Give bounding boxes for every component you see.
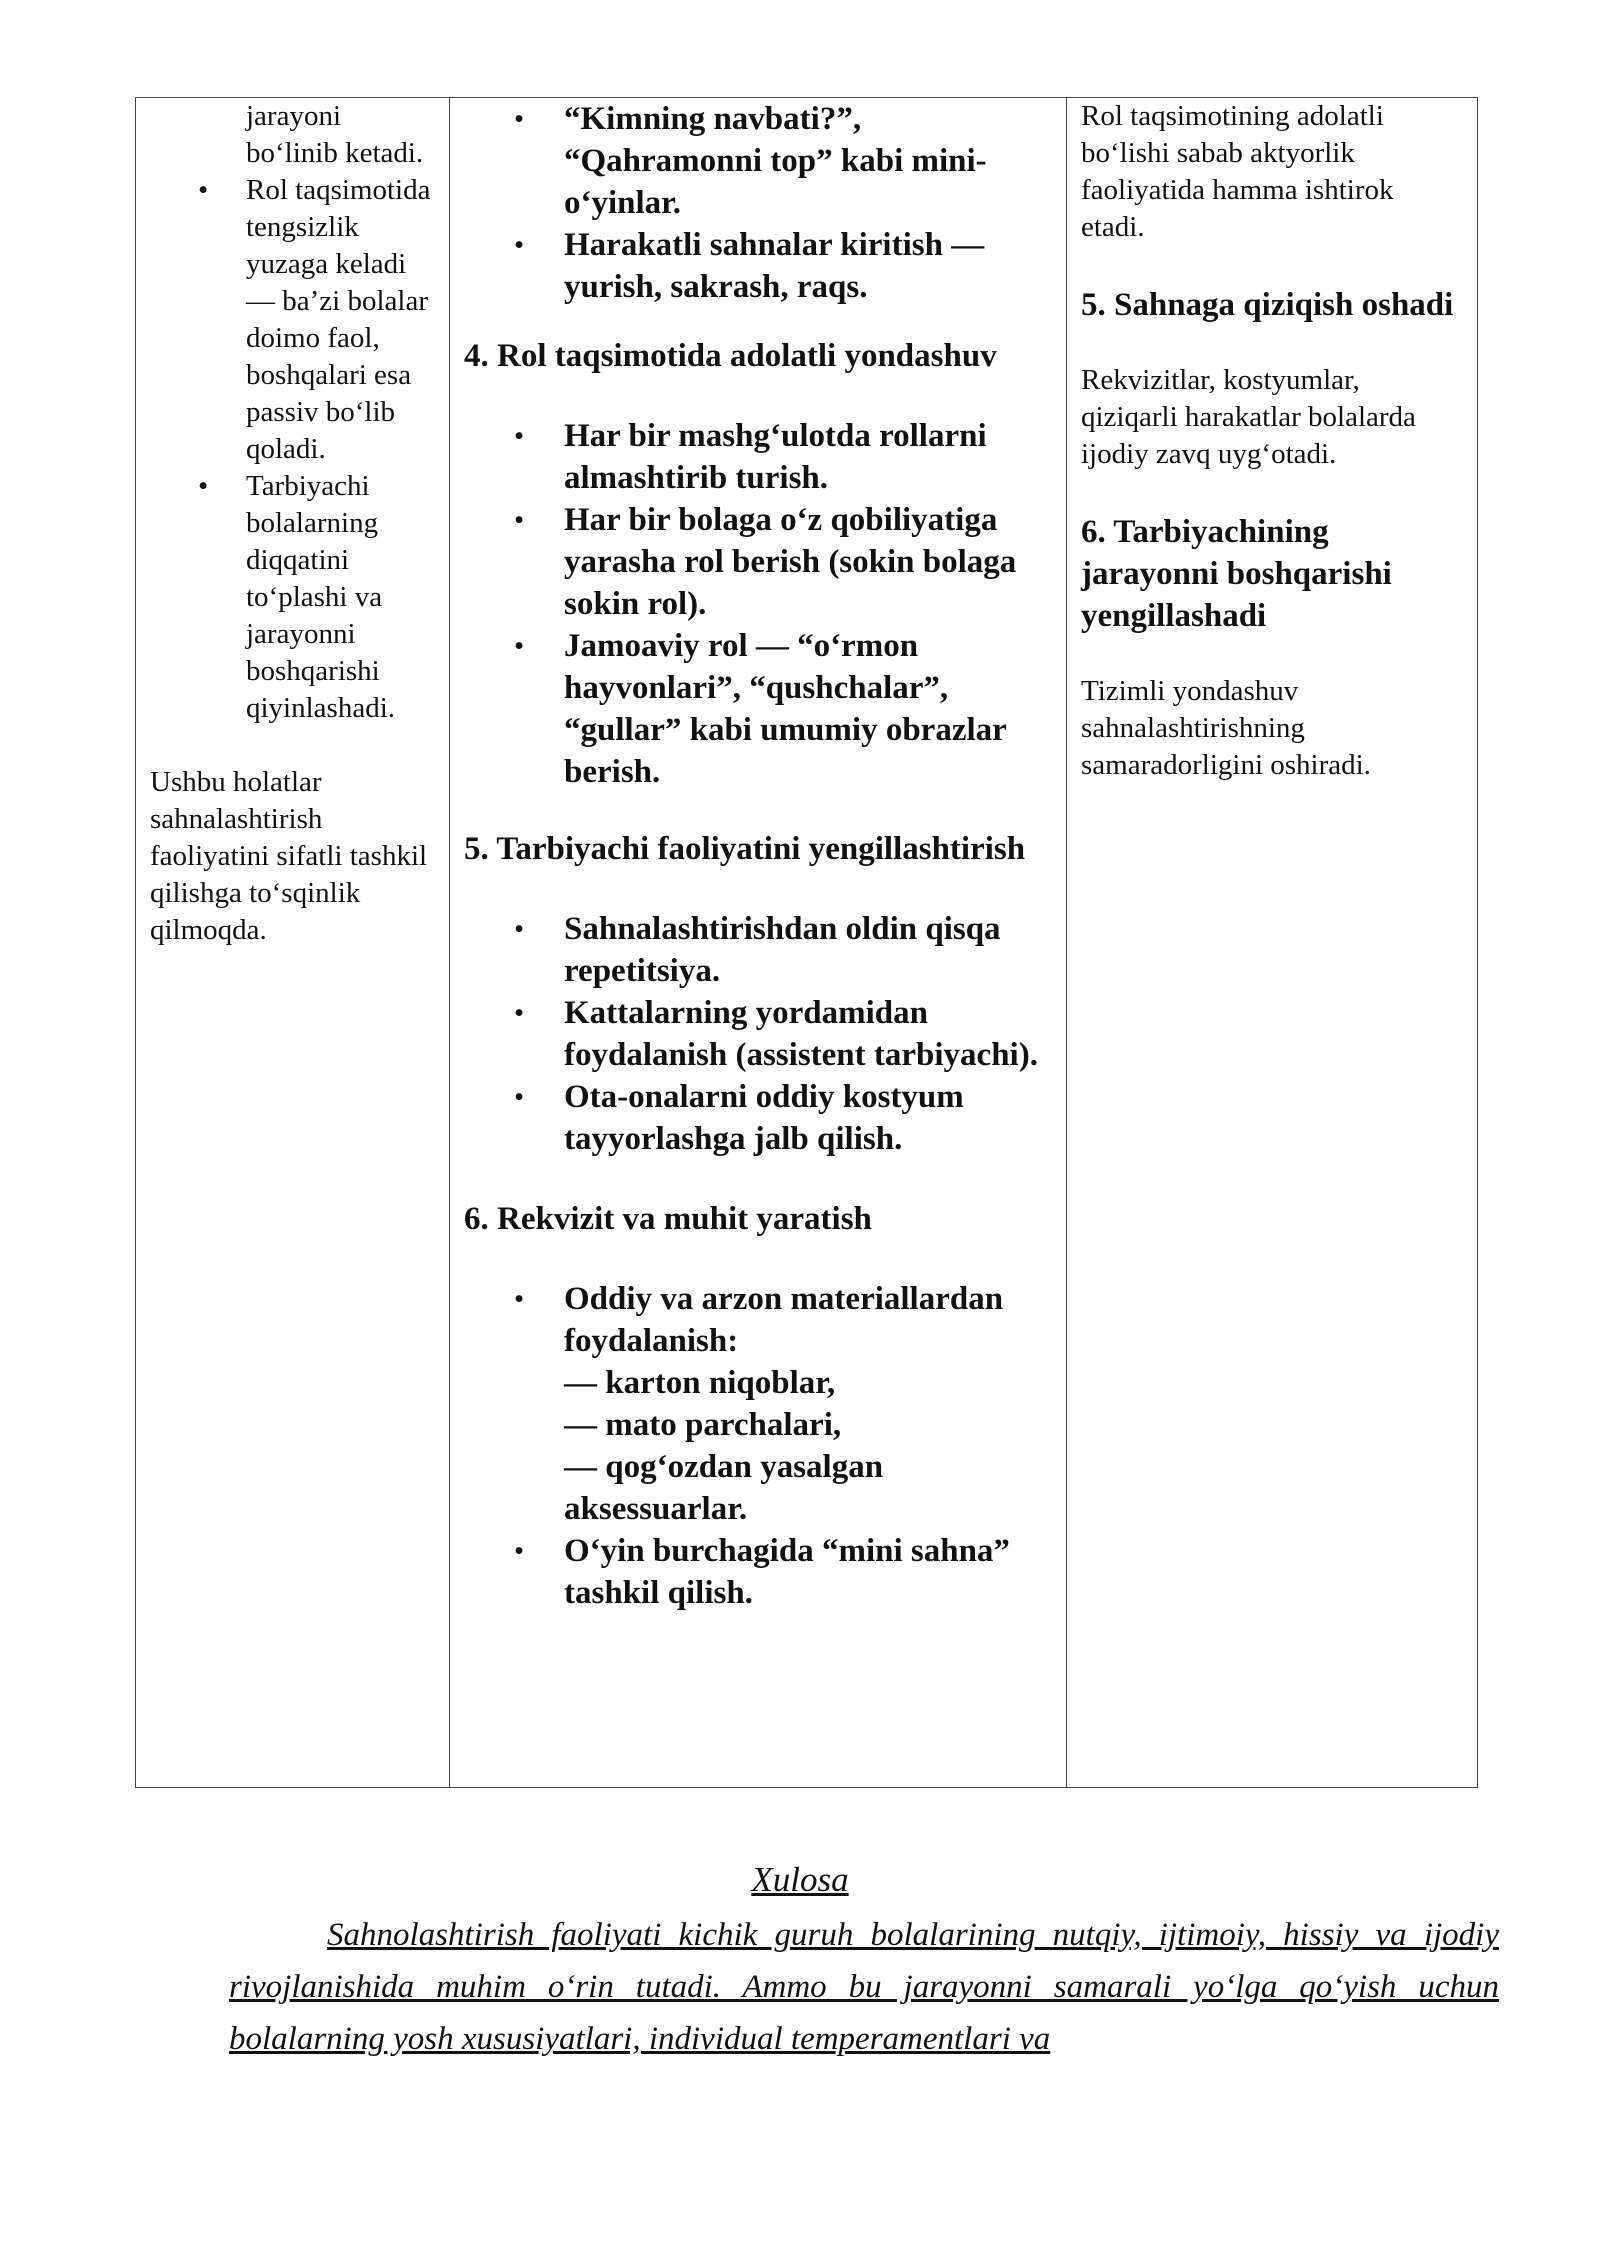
- list-item: • Jamoaviy rol — “o‘rmon hayvonlari”, “qushchalar”, “gullar” kabi umumiy obrazlar berish.: [464, 625, 1054, 793]
- section-heading-6: 6. Rekvizit va muhit yaratish: [464, 1201, 872, 1237]
- section-4-list: [464, 415, 1054, 793]
- comparison-table: [135, 97, 1478, 1788]
- table-column-solutions: [450, 98, 1067, 1787]
- table-column-problems: [136, 98, 450, 1787]
- list-item: • “Kimning navbati?”, “Qahramonni top” kabi mini-o‘yinlar.: [464, 98, 1054, 224]
- problems-list: [150, 172, 439, 727]
- section-heading-4: 4. Rol taqsimotida adolatli yondashuv: [464, 338, 997, 374]
- list-item: • Rol taqsimotida tengsizlik yuzaga keladi — ba’zi bolalar doimo faol, boshqalari esa passiv bo‘lib qoladi.: [150, 172, 439, 468]
- section-6-list: [464, 1278, 1054, 1614]
- conclusion-paragraph: Sahnolashtirish faoliyati kichik guruh bolalarining nutqiy, ijtimoiy, hissiy va ijodiy rivojlanishida muhim o‘rin tutadi. Ammo bu jarayonni samarali yo‘lga qo‘yish uchun bolalarning yosh xususiyatlari, individual temperamentlari va: [229, 1917, 1499, 2057]
- results-intro: Rol taqsimotining adolatli bo‘lishi sabab aktyorlik faoliyatida hamma ishtirok etadi.: [1081, 100, 1394, 243]
- list-item: • Har bir bolaga o‘z qobiliyatiga yarasha rol berish (sokin bolaga sokin rol).: [464, 499, 1054, 625]
- solutions-list-top: [464, 98, 1054, 308]
- list-item-line: — karton niqoblar,: [564, 1365, 836, 1401]
- list-item: • Ota-onalarni oddiy kostyum tayyorlashga jalb qilish.: [464, 1076, 1054, 1160]
- result-text-5: Rekvizitlar, kostyumlar, qiziqarli harakatlar bolalarda ijodiy zavq uyg‘otadi.: [1081, 364, 1416, 470]
- table-column-results: [1067, 98, 1477, 1787]
- result-heading-5: 5. Sahnaga qiziqish oshadi: [1081, 287, 1454, 323]
- list-item: [464, 1278, 1054, 1530]
- list-item: • Tarbiyachi bolalarning diqqatini to‘plashi va jarayonni boshqarishi qiyinlashadi.: [150, 468, 439, 727]
- conclusion-text: Ushbu holatlar sahnalashtirish faoliyatini sifatli tashkil qilishga to‘sqinlik qilmoqda.: [150, 766, 428, 946]
- list-item: • Sahnalashtirishdan oldin qisqa repetitsiya.: [464, 908, 1054, 992]
- list-item-line: — mato parchalari,: [564, 1407, 842, 1443]
- list-item-line: — qog‘ozdan yasalgan aksessuarlar.: [564, 1449, 884, 1527]
- continuation-text: jarayoni bo‘linib ketadi.: [246, 100, 424, 169]
- list-item: • Har bir mashg‘ulotda rollarni almashtirib turish.: [464, 415, 1054, 499]
- result-heading-6: 6. Tarbiyachining jarayonni boshqarishi yengillashadi: [1081, 514, 1392, 634]
- conclusion-title: Xulosa: [751, 1860, 849, 1899]
- list-item-line: • Oddiy va arzon materiallardan foydalanish:: [564, 1281, 1004, 1359]
- list-item: • Kattalarning yordamidan foydalanish (assistent tarbiyachi).: [464, 992, 1054, 1076]
- list-item: • O‘yin burchagida “mini sahna” tashkil qilish.: [464, 1530, 1054, 1614]
- result-text-6: Tizimli yondashuv sahnalashtirishning samaradorligini oshiradi.: [1081, 675, 1371, 781]
- list-item: • Harakatli sahnalar kiritish — yurish, sakrash, raqs.: [464, 224, 1054, 308]
- section-5-list: [464, 908, 1054, 1160]
- section-heading-5: 5. Tarbiyachi faoliyatini yengillashtirish: [464, 831, 1026, 867]
